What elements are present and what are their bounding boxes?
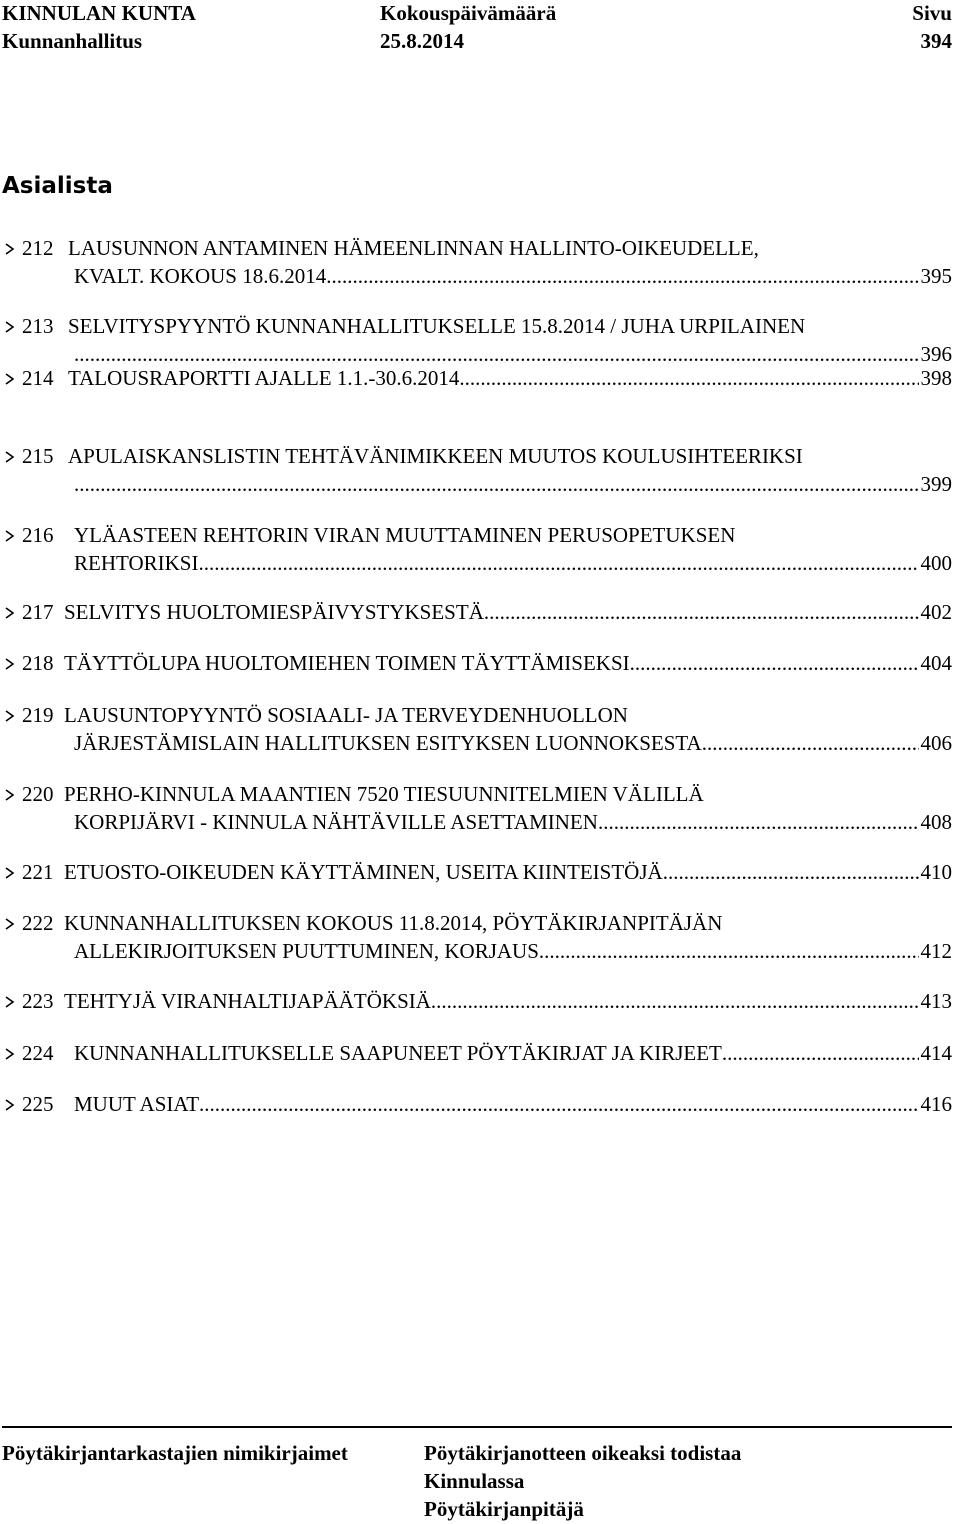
body-name: Kunnanhallitus <box>2 29 143 53</box>
agenda-item-page: 398 <box>920 366 952 390</box>
agenda-item-title-line1: PERHO-KINNULA MAANTIEN 7520 TIESUUNNITELMIEN VÄLILLÄ <box>64 782 704 806</box>
agenda-item-page: 399 <box>920 472 952 496</box>
meeting-date-label: Kokouspäivämäärä <box>380 1 557 25</box>
agenda-item-number: 216 <box>22 523 54 547</box>
agenda-item-number: 219 <box>22 703 54 727</box>
agenda-item-number: 223 <box>22 989 54 1013</box>
agenda-item-title-line2: KORPIJÄRVI - KINNULA NÄHTÄVILLE ASETTAMINEN <box>74 810 598 834</box>
agenda-item-title-line1: YLÄASTEEN REHTORIN VIRAN MUUTTAMINEN PERUSOPETUKSEN <box>74 523 736 547</box>
dot-leader <box>459 364 918 392</box>
dot-leader <box>539 937 919 965</box>
agenda-item-page: 408 <box>920 810 952 834</box>
agenda-item-number: 212 <box>22 236 54 260</box>
dot-leader <box>598 808 919 836</box>
agenda-item-page: 396 <box>920 342 952 366</box>
agenda-item-page: 395 <box>920 264 952 288</box>
agenda-item-page: 406 <box>920 731 952 755</box>
agenda-item-number: 224 <box>22 1041 54 1065</box>
agenda-item-title-line1: SELVITYSPYYNTÖ KUNNANHALLITUKSELLE 15.8.2014 / JUHA URPILAINEN <box>68 314 806 338</box>
agenda-item-number: 217 <box>22 600 54 624</box>
agenda-item-title-line1: KUNNANHALLITUKSELLE SAAPUNEET PÖYTÄKIRJAT JA KIRJEET <box>74 1041 722 1065</box>
agenda-item-title-line1: LAUSUNTOPYYNTÖ SOSIAALI- JA TERVEYDENHUOLLON <box>64 703 628 727</box>
agenda-item-title-line1: SELVITYS HUOLTOMIESPÄIVYSTYKSESTÄ <box>64 600 484 624</box>
agenda-item-number: 218 <box>22 651 54 675</box>
header-row-1 <box>0 0 960 28</box>
agenda-item-page: 410 <box>920 860 952 884</box>
agenda-item-title-line1: TÄYTTÖLUPA HUOLTOMIEHEN TOIMEN TÄYTTÄMISEKSI <box>64 651 630 675</box>
agenda-item-page: 414 <box>920 1041 952 1065</box>
agenda-item-title-line2: ALLEKIRJOITUKSEN PUUTTUMINEN, KORJAUS <box>74 939 539 963</box>
agenda-item-number: 220 <box>22 782 54 806</box>
dot-leader <box>74 470 919 498</box>
dot-leader <box>199 1090 918 1118</box>
agenda-item-number: 221 <box>22 860 54 884</box>
agenda-item-number: 213 <box>22 314 54 338</box>
dot-leader <box>663 858 919 886</box>
footer-initials-label: Pöytäkirjantarkastajien nimikirjaimet <box>2 1441 348 1465</box>
dot-leader <box>484 598 919 626</box>
agenda-item-title-line2: JÄRJESTÄMISLAIN HALLITUKSEN ESITYKSEN LUONNOKSESTA <box>74 731 702 755</box>
page-number: 394 <box>920 29 952 53</box>
page-title: Asialista <box>2 173 113 199</box>
footer-divider <box>2 1426 952 1428</box>
header-row-2 <box>0 26 960 56</box>
page-label: Sivu <box>912 1 952 25</box>
municipality-name: KINNULAN KUNTA <box>2 1 196 25</box>
agenda-item-page: 413 <box>920 989 952 1013</box>
agenda-item-title-line1: MUUT ASIAT <box>74 1092 200 1116</box>
dot-leader <box>722 1039 919 1067</box>
agenda-item-number: 222 <box>22 911 54 935</box>
agenda-item-title-line1: KUNNANHALLITUKSEN KOKOUS 11.8.2014, PÖYTÄKIRJANPITÄJÄN <box>64 911 723 935</box>
footer-place: Kinnulassa <box>424 1469 525 1493</box>
agenda-item-title-line1: LAUSUNNON ANTAMINEN HÄMEENLINNAN HALLINTO-OIKEUDELLE, <box>68 236 759 260</box>
agenda-item-page: 402 <box>920 600 952 624</box>
agenda-item-number: 214 <box>22 366 54 390</box>
dot-leader <box>326 262 918 290</box>
agenda-item-number: 225 <box>22 1092 54 1116</box>
meeting-date: 25.8.2014 <box>380 29 464 53</box>
agenda-item-title-line1: TEHTYJÄ VIRANHALTIJAPÄÄTÖKSIÄ <box>64 989 431 1013</box>
agenda-item-title-line1: TALOUSRAPORTTI AJALLE 1.1.-30.6.2014 <box>68 366 460 390</box>
dot-leader <box>431 987 919 1015</box>
agenda-item-page: 412 <box>920 939 952 963</box>
footer-certification-label: Pöytäkirjanotteen oikeaksi todistaa <box>424 1441 742 1465</box>
footer-secretary-label: Pöytäkirjanpitäjä <box>424 1497 584 1521</box>
agenda-item-page: 400 <box>920 551 952 575</box>
dot-leader <box>630 649 919 677</box>
agenda-item-page: 404 <box>920 651 952 675</box>
dot-leader <box>702 729 919 757</box>
agenda-item-number: 215 <box>22 444 54 468</box>
dot-leader <box>198 549 918 577</box>
agenda-item-title-line2: REHTORIKSI <box>74 551 199 575</box>
agenda-item-title-line2: KVALT. KOKOUS 18.6.2014 <box>74 264 327 288</box>
agenda-item-title-line1: APULAISKANSLISTIN TEHTÄVÄNIMIKKEEN MUUTOS KOULUSIHTEERIKSI <box>68 444 803 468</box>
agenda-item-title-line1: ETUOSTO-OIKEUDEN KÄYTTÄMINEN, USEITA KIINTEISTÖJÄ <box>64 860 663 884</box>
agenda-item-page: 416 <box>920 1092 952 1116</box>
